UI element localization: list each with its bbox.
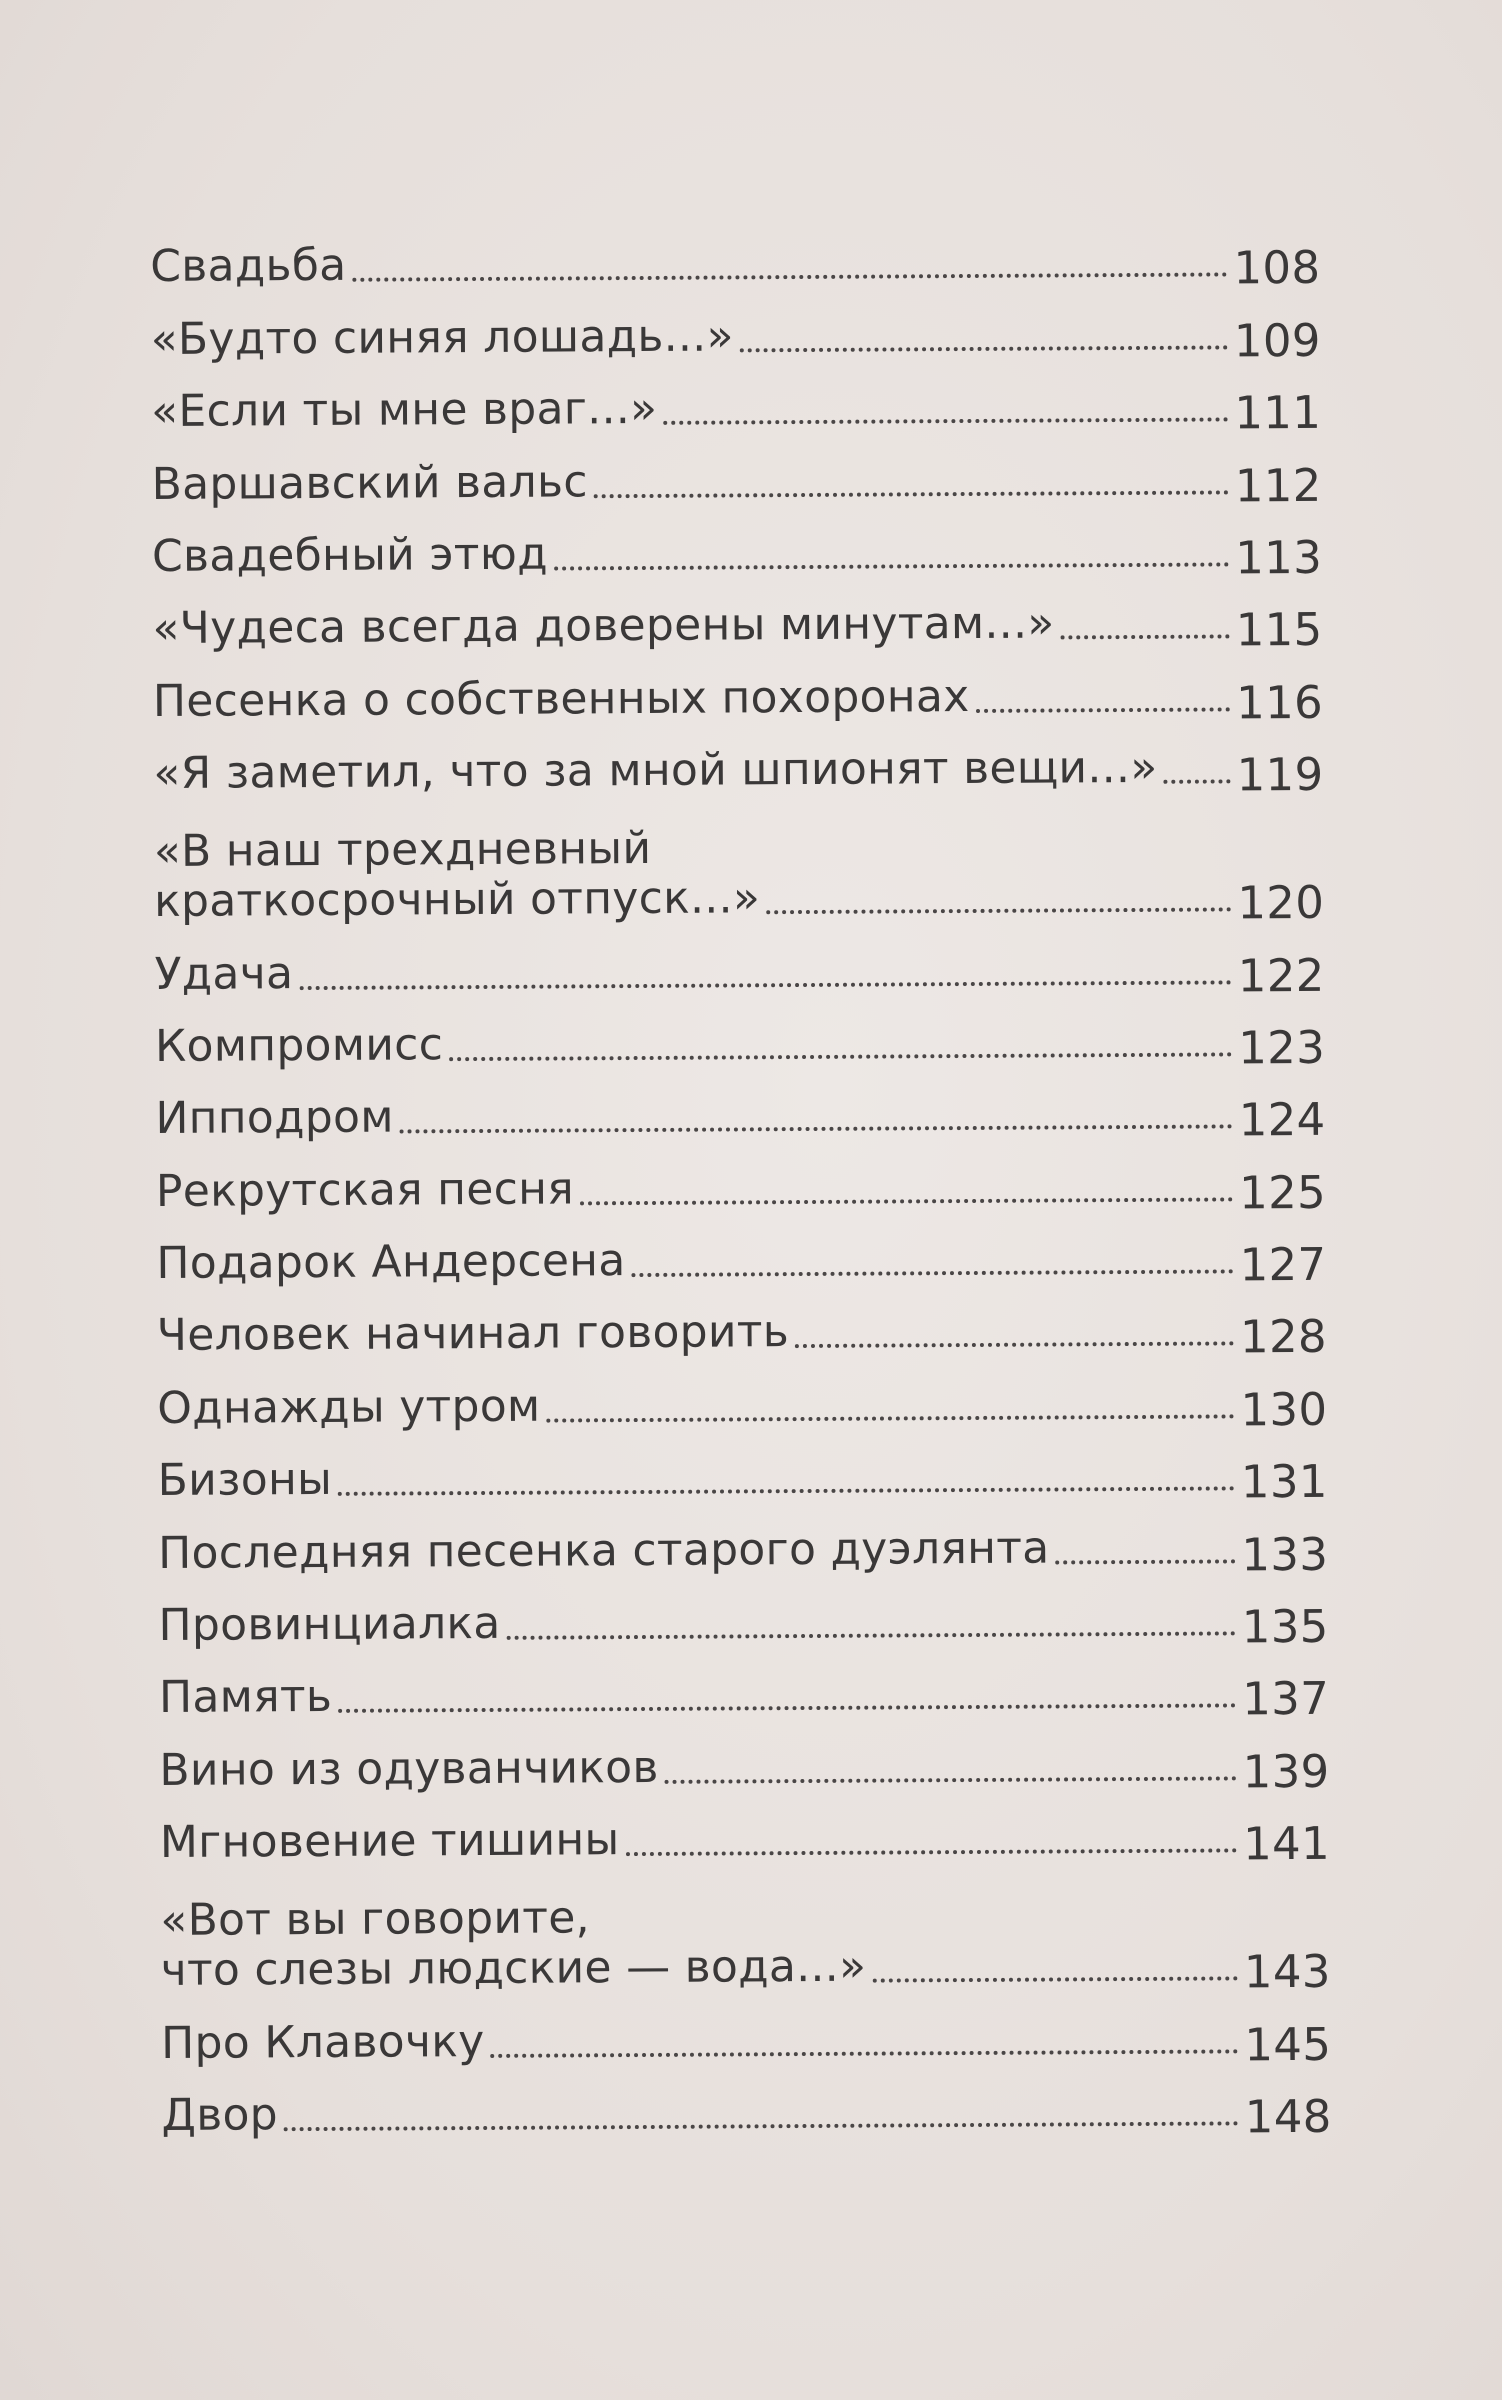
toc-entry-page-number: 116 [1236,675,1324,730]
toc-entry [160,1789,1330,1869]
toc-entry [151,430,1321,510]
toc-entry [159,1644,1329,1724]
dot-leader [594,490,1229,498]
toc-entry-page-number: 124 [1238,1093,1326,1147]
toc-entry-title: Свадебный этюд [151,528,548,582]
dot-leader [547,1414,1235,1422]
toc-entry-title: «Я заметил, что за мной шпионят вещи...» [153,741,1158,800]
dot-leader [663,418,1228,425]
toc-entry-page-number: 123 [1238,1020,1326,1075]
toc-entry-title: Последняя песенка старого дуэлянта [157,1522,1050,1579]
toc-entry [159,1716,1330,1799]
toc-entry-title: Удача [154,947,294,1000]
dot-leader [449,1052,1232,1061]
toc-entry-page-number: 119 [1236,747,1324,802]
toc-entry [152,575,1322,655]
dot-leader [284,2121,1239,2131]
toc-entry-page-number: 148 [1244,2089,1332,2144]
dot-leader [632,1269,1234,1277]
dot-leader [338,1487,1235,1496]
toc-entry-title: «Вот вы говорите, что слезы людские — вода...» [160,1892,867,1997]
toc-entry-page-number: 135 [1241,1599,1329,1654]
dot-leader [507,1631,1236,1639]
toc-entry-page-number: 111 [1234,386,1322,440]
dot-leader [1164,780,1231,784]
toc-entry-title: Двор [161,2089,279,2141]
toc-entry-page-number: 143 [1243,1945,1331,1999]
toc-entry-page-number: 122 [1237,948,1325,1002]
dot-leader [353,273,1228,282]
toc-entry-title: Память [158,1671,333,1724]
toc-entry-title: Подарок Андерсена [156,1235,626,1290]
dot-leader [491,2049,1239,2058]
toc-entry-title: «В наш трехдневный краткосрочный отпуск...» [153,823,761,928]
toc-entry-page-number: 133 [1241,1527,1329,1581]
toc-entry [153,792,1325,930]
table-of-contents [150,213,1332,2144]
toc-entry-title: Свадьба [150,240,347,293]
toc-entry-page-number: 139 [1242,1744,1330,1799]
toc-entry [152,647,1324,730]
dot-leader [299,980,1232,990]
toc-entry-page-number: 130 [1240,1382,1328,1437]
toc-entry-title: Вино из одуванчиков [159,1741,659,1796]
toc-entry-page-number: 115 [1235,603,1323,657]
toc-entry-title: Варшавский вальс [151,455,588,510]
toc-entry [156,1210,1326,1290]
dot-leader [400,1125,1233,1134]
toc-entry-title: «Будто синяя лошадь...» [150,310,734,365]
toc-entry [155,1137,1327,1220]
toc-entry-page-number: 113 [1235,530,1323,585]
dot-leader [740,345,1228,352]
toc-entry-page-number: 131 [1240,1455,1328,1509]
toc-entry-page-number: 112 [1234,458,1322,512]
dot-leader [795,1342,1234,1349]
toc-entry [157,1282,1327,1362]
toc-entry [154,992,1326,1075]
dot-leader [766,908,1231,915]
toc-entry-title: Мгновение тишины [159,1814,620,1869]
toc-entry-page-number: 127 [1239,1237,1327,1292]
toc-entry [161,1989,1331,2069]
toc-entry-title: Человек начинал говорить [156,1306,790,1362]
dot-leader [338,1704,1236,1713]
toc-entry-title: Бизоны [157,1454,333,1507]
toc-entry [158,1571,1329,1654]
toc-entry [150,213,1320,293]
toc-entry-page-number: 120 [1237,875,1325,930]
toc-entry [155,1065,1325,1145]
dot-leader [1056,1559,1236,1564]
toc-entry [161,2061,1332,2144]
toc-entry-title: Песенка о собственных похоронах [152,670,970,727]
toc-entry-title: «Чудеса всегда доверены минутам...» [152,597,1055,655]
toc-entry-title: Компромисс [154,1019,444,1072]
toc-entry-title: Про Клавочку [160,2015,485,2069]
toc-entry-page-number: 128 [1239,1310,1328,1364]
dot-leader [626,1849,1238,1857]
toc-entry [157,1427,1327,1507]
toc-entry-page-number: 125 [1239,1165,1327,1220]
toc-entry-title: Рекрутская песня [155,1163,575,1217]
dot-leader [872,1977,1238,1983]
toc-entry-page-number: 137 [1242,1672,1330,1726]
toc-entry [157,1354,1328,1437]
toc-entry-page-number: 109 [1233,313,1321,368]
dot-leader [665,1776,1237,1783]
toc-entry-page-number: 141 [1242,1817,1331,1871]
dot-leader [976,707,1231,713]
toc-entry-title: Однажды утром [157,1380,541,1434]
toc-entry [160,1861,1331,1999]
toc-entry-page-number: 108 [1233,241,1321,295]
toc-entry-title: Провинциалка [158,1597,501,1652]
dot-leader [580,1197,1233,1205]
dot-leader [554,562,1229,570]
toc-entry [150,285,1321,368]
toc-entry [151,358,1321,438]
toc-entry-title: Ипподром [155,1091,394,1145]
dot-leader [1061,635,1230,640]
toc-entry [158,1499,1328,1579]
toc-entry-title: «Если ты мне враг...» [151,383,658,438]
toc-entry [154,920,1324,1000]
toc-entry [153,720,1323,800]
toc-entry [151,502,1323,585]
toc-entry-page-number: 145 [1244,2017,1332,2071]
